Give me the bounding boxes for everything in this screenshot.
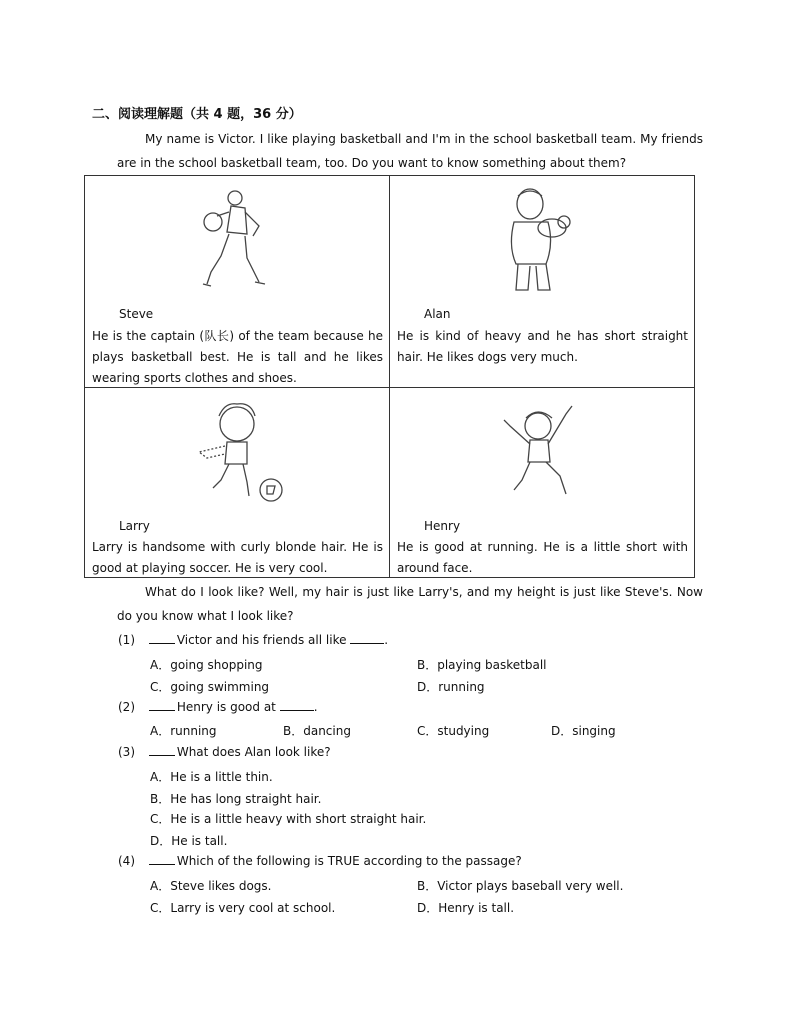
- card-name: Larry: [119, 519, 150, 533]
- character-grid: [84, 175, 695, 578]
- fill-blank: [350, 633, 384, 644]
- option-b[interactable]: B．He has long straight hair.: [150, 792, 322, 806]
- question-number: (2): [118, 700, 135, 714]
- question-end: .: [384, 633, 389, 647]
- closing-paragraph: What do I look like? Well, my hair is just like Larry's, and my height is just like Steve's. Now do you know what I look like?: [117, 585, 703, 623]
- card-name: Alan: [424, 307, 451, 321]
- option-c[interactable]: C．going swimming: [150, 680, 270, 694]
- heavy-boy-with-dog-image: [500, 186, 580, 298]
- basketball-player-image: [193, 186, 273, 298]
- question-number: (1): [118, 633, 135, 647]
- option-d[interactable]: D．He is tall.: [150, 834, 228, 848]
- answer-blank[interactable]: [149, 854, 175, 865]
- soccer-boy-image: [185, 396, 285, 508]
- card-henry: [390, 388, 694, 577]
- card-description: Larry is handsome with curly blonde hair. He is good at playing soccer. He is very cool.: [92, 540, 383, 575]
- option-b[interactable]: B．playing basketball: [417, 658, 547, 672]
- question-stem: Henry is good at: [176, 700, 276, 714]
- answer-blank[interactable]: [149, 745, 175, 756]
- card-description: He is good at running. He is a little short with around face.: [397, 540, 688, 575]
- fill-blank: [280, 700, 314, 711]
- question-stem: What does Alan look like?: [176, 745, 331, 759]
- option-b[interactable]: B．Victor plays baseball very well.: [417, 879, 624, 893]
- card-alan: [390, 176, 694, 388]
- card-description: He is kind of heavy and he has short straight hair. He likes dogs very much.: [397, 329, 688, 364]
- card-name: Henry: [424, 519, 461, 533]
- option-a[interactable]: A．He is a little thin.: [150, 770, 273, 784]
- question-2: [118, 700, 318, 714]
- question-3: [118, 745, 331, 759]
- option-d[interactable]: D．running: [417, 680, 485, 694]
- card-larry: [85, 388, 390, 577]
- question-number: (3): [118, 745, 135, 759]
- answer-blank[interactable]: [149, 633, 175, 644]
- question-1: [118, 633, 388, 647]
- question-4: [118, 854, 522, 868]
- option-c[interactable]: C．He is a little heavy with short straight hair.: [150, 812, 427, 826]
- option-c[interactable]: C．studying: [417, 724, 490, 738]
- question-stem: Which of the following is TRUE according to the passage?: [176, 854, 522, 868]
- question-stem: Victor and his friends all like: [176, 633, 347, 647]
- answer-blank[interactable]: [149, 700, 175, 711]
- card-description: He is the captain (队长) of the team because he plays basketball best. He is tall and he likes wearing sports clothes and shoes.: [92, 329, 383, 385]
- option-c[interactable]: C．Larry is very cool at school.: [150, 901, 336, 915]
- running-boy-image: [494, 396, 594, 508]
- card-steve: [85, 176, 390, 388]
- option-d[interactable]: D．singing: [551, 724, 616, 738]
- intro-paragraph: My name is Victor. I like playing basketball and I'm in the school basketball team. My friends are in the school basketball team, too. Do you want to know something about them?: [117, 132, 703, 170]
- question-end: .: [313, 700, 318, 714]
- section-title: 二、阅读理解题（共 4 题，36 分）: [92, 107, 302, 122]
- option-b[interactable]: B．dancing: [283, 724, 351, 738]
- option-a[interactable]: A．Steve likes dogs.: [150, 879, 272, 893]
- option-a[interactable]: A．going shopping: [150, 658, 263, 672]
- option-a[interactable]: A．running: [150, 724, 217, 738]
- option-d[interactable]: D．Henry is tall.: [417, 901, 515, 915]
- question-number: (4): [118, 854, 135, 868]
- card-name: Steve: [119, 307, 154, 321]
